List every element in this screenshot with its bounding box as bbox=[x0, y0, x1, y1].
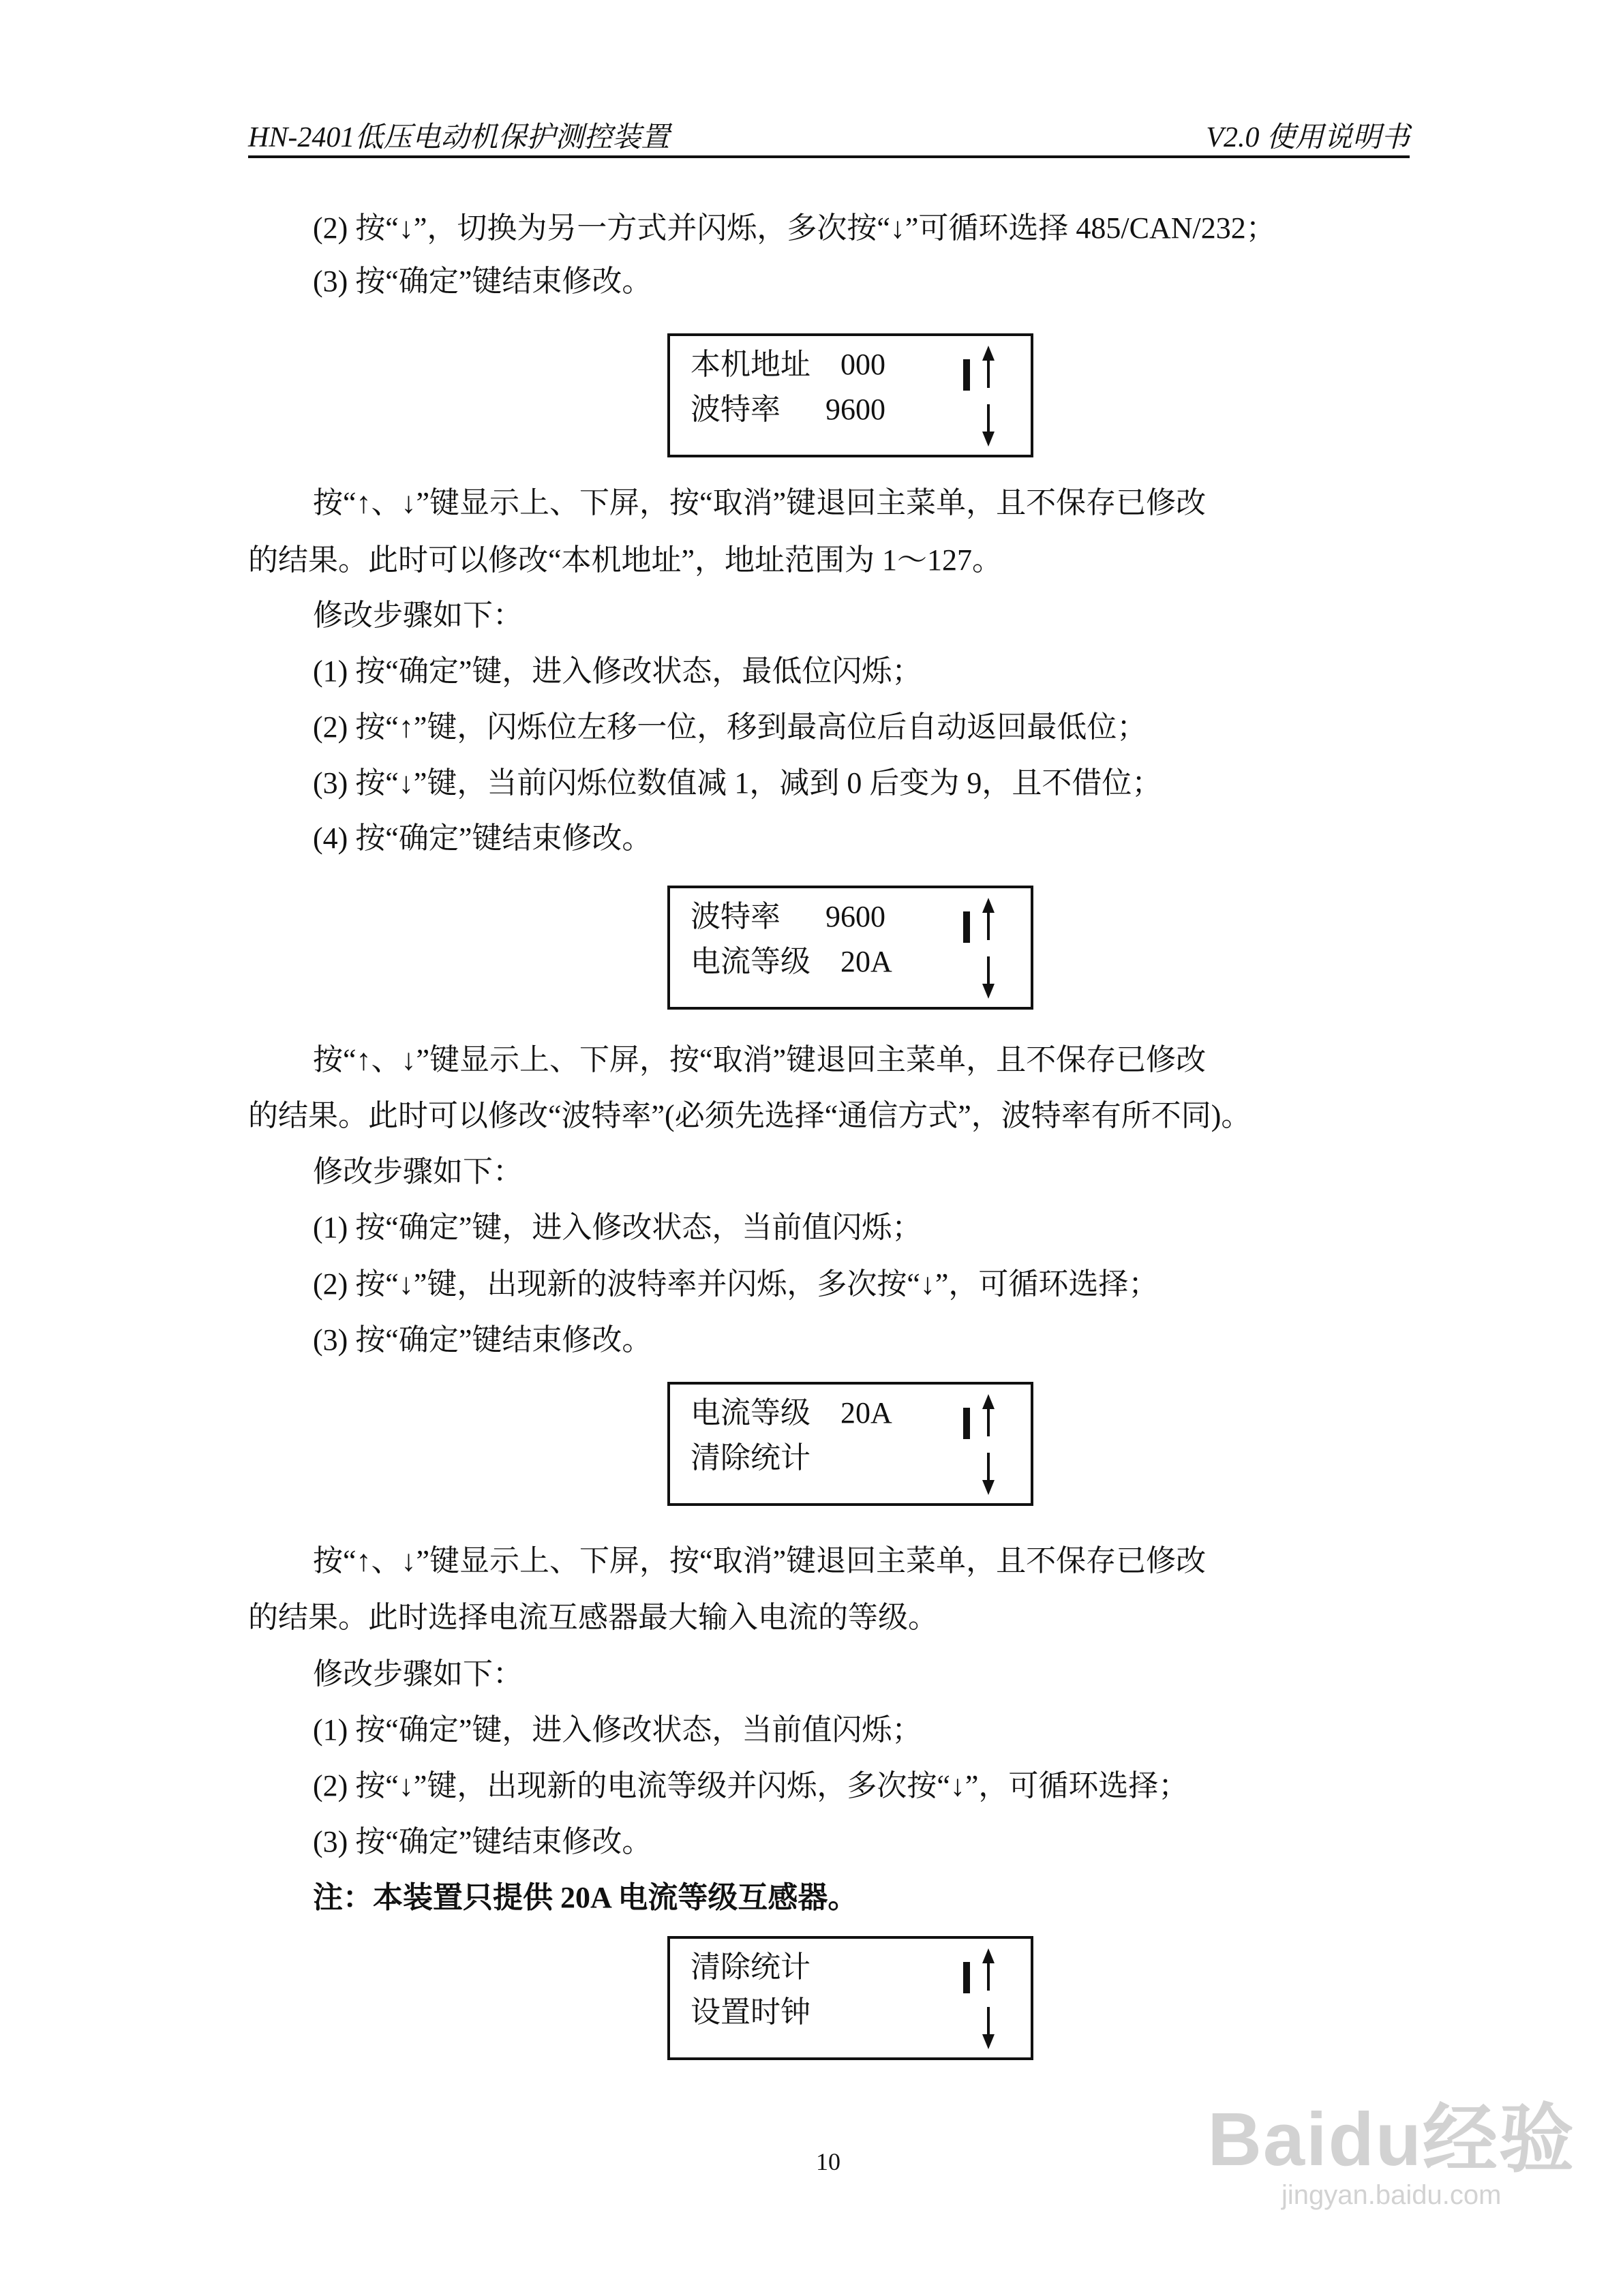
lcd-row: 本机地址 000 bbox=[691, 348, 885, 381]
paragraph: 按“↑、↓”键显示上、下屏，按“取消”键退回主菜单，且不保存已修改 bbox=[313, 1544, 1207, 1577]
header-title: HN-2401低压电动机保护测控装置 bbox=[248, 122, 670, 153]
header-version: V2.0 使用说明书 bbox=[1206, 122, 1410, 153]
step: (2) 按“↓”键，出现新的电流等级并闪烁，多次按“↓”，可循环选择； bbox=[313, 1769, 1189, 1802]
steps-title: 修改步骤如下： bbox=[313, 1657, 523, 1691]
paragraph: 的结果。此时可以修改“波特率”(必须先选择“通信方式”，波特率有所不同)。 bbox=[248, 1099, 1252, 1132]
paragraph: 的结果。此时可以修改“本机地址”，地址范围为 1～127。 bbox=[248, 543, 1003, 577]
lcd-row: 设置时钟 bbox=[691, 1995, 810, 2029]
steps-title: 修改步骤如下： bbox=[313, 599, 523, 632]
step: (4) 按“确定”键结束修改。 bbox=[313, 821, 652, 855]
arrow-down-icon bbox=[980, 1453, 997, 1495]
watermark-url: jingyan.baidu.com bbox=[1281, 2180, 1502, 2210]
lcd-screen bbox=[667, 1936, 1033, 2060]
arrow-down-icon bbox=[980, 404, 997, 447]
header-divider bbox=[248, 155, 1410, 158]
arrow-up-icon bbox=[980, 346, 997, 388]
cursor-bar-icon bbox=[963, 911, 970, 943]
paragraph: 的结果。此时选择电流互感器最大输入电流的等级。 bbox=[248, 1601, 938, 1634]
cursor-bar-icon bbox=[963, 1408, 970, 1439]
step: (2) 按“↑”键，闪烁位左移一位，移到最高位后自动返回最低位； bbox=[313, 710, 1147, 744]
step: (3) 按“↓”键，当前闪烁位数值减 1，减到 0 后变为 9，且不借位； bbox=[313, 766, 1162, 800]
step: (3) 按“确定”键结束修改。 bbox=[313, 1825, 652, 1858]
step: (1) 按“确定”键，进入修改状态，最低位闪烁； bbox=[313, 654, 922, 688]
lcd-row: 电流等级 20A bbox=[691, 1396, 892, 1430]
cursor-bar-icon bbox=[963, 1962, 970, 1993]
lcd-row: 波特率 9600 bbox=[691, 900, 885, 933]
watermark-brand: Baidu经验 bbox=[1207, 2098, 1575, 2181]
page-number: 10 bbox=[816, 2148, 840, 2175]
lcd-screen bbox=[667, 886, 1033, 1010]
steps-title: 修改步骤如下： bbox=[313, 1155, 523, 1188]
lcd-screen bbox=[667, 1382, 1033, 1506]
lcd-row: 清除统计 bbox=[691, 1441, 810, 1475]
step: (2) 按“↓”，切换为另一方式并闪烁，多次按“↓”可循环选择 485/CAN/232； bbox=[313, 211, 1276, 245]
arrow-down-icon bbox=[980, 2007, 997, 2049]
arrow-up-icon bbox=[980, 898, 997, 940]
paragraph: 按“↑、↓”键显示上、下屏，按“取消”键退回主菜单，且不保存已修改 bbox=[313, 1043, 1207, 1076]
step: (3) 按“确定”键结束修改。 bbox=[313, 1323, 652, 1357]
lcd-row: 清除统计 bbox=[691, 1950, 810, 1984]
lcd-row: 电流等级 20A bbox=[691, 945, 892, 978]
step: (1) 按“确定”键，进入修改状态，当前值闪烁； bbox=[313, 1713, 922, 1747]
arrow-up-icon bbox=[980, 1394, 997, 1436]
cursor-bar-icon bbox=[963, 359, 970, 391]
lcd-screen bbox=[667, 333, 1033, 457]
step: (3) 按“确定”键结束修改。 bbox=[313, 265, 652, 298]
step: (1) 按“确定”键，进入修改状态，当前值闪烁； bbox=[313, 1211, 922, 1244]
arrow-down-icon bbox=[980, 956, 997, 999]
note: 注：本装置只提供 20A 电流等级互感器。 bbox=[313, 1881, 858, 1914]
arrow-up-icon bbox=[980, 1948, 997, 1991]
step: (2) 按“↓”键，出现新的波特率并闪烁，多次按“↓”，可循环选择； bbox=[313, 1267, 1159, 1301]
watermark-logo bbox=[1207, 2079, 1575, 2211]
lcd-row: 波特率 9600 bbox=[691, 393, 885, 426]
paragraph: 按“↑、↓”键显示上、下屏，按“取消”键退回主菜单，且不保存已修改 bbox=[313, 486, 1207, 519]
